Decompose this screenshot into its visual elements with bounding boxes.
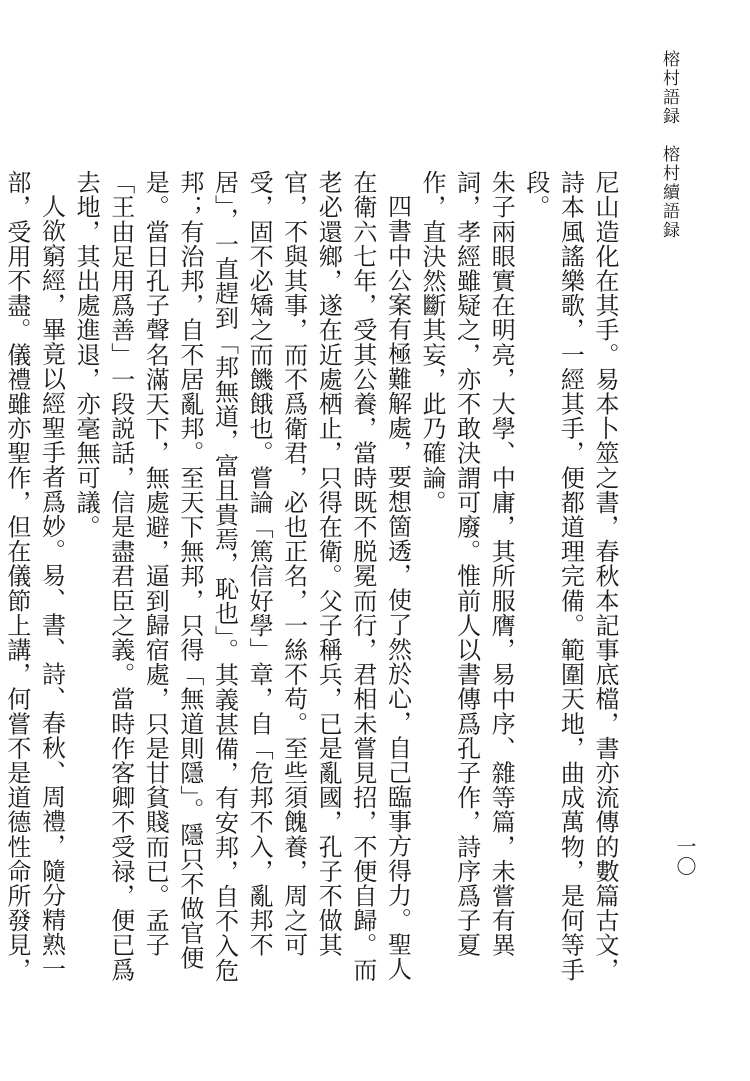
- body-text: [2, 170, 622, 1000]
- paragraph: 朱子兩眼實在明亮，大學、中庸，其所服膺，易中序、雜等篇，未嘗有異詞，孝經雖疑之，亦不敢決謂可廢。惟前人以書傳爲孔子作，詩序爲子夏作，直決然斷其妄，此乃確論。: [418, 170, 516, 958]
- paragraph: 四書中公案有極難解處，要想箇透，使了然於心，自己臨事方得力。聖人在衛六七年，受其公養，當時既不脱冕而行，君相未嘗見招，不便自歸。而老必還鄉，遂在近處栖止，只得在衛。父子稱兵，已是亂國，孔子不做其官，不與其事，而不爲衛君，必也正名，一絲不苟。至些須餽養，周之可受，固不必矯之而饑餓也。嘗論「篤信好學」章，自「危邦不入，亂邦不居」，一直趕到「邦無道，富且貴焉，恥也」。其義甚備，有安邦，自不入危邦；有治邦，自不居亂邦。至天下無邦，只得「無道則隱」。隱只不做官便是。當日孔子聲名滿天下，無處避，逼到歸宿處，只是甘貧賤而已。孟子「王由足用爲善」一段説話，信是盡君臣之義。當時作客卿不受禄，便已爲去地，其出處進退，亦毫無可議。: [72, 170, 412, 983]
- paragraph: 尼山造化在其手。易本卜筮之書，春秋本記事底檔，書亦流傳的數篇古文，詩本風謠樂歌，一經其手，便都道理完備。範圍天地，曲成萬物，是何等手段。: [521, 170, 619, 982]
- page-number: 一〇: [673, 836, 697, 876]
- paragraph: 人欲窮經，畢竟以經聖手者爲妙。易、書、詩、春秋、周禮，隨分精熟一部，受用不盡。儀禮雖亦聖作，但在儀節上講，何嘗不是道德性命所發見，: [2, 170, 66, 982]
- running-header: 榕村語録 榕村續語録: [659, 50, 679, 240]
